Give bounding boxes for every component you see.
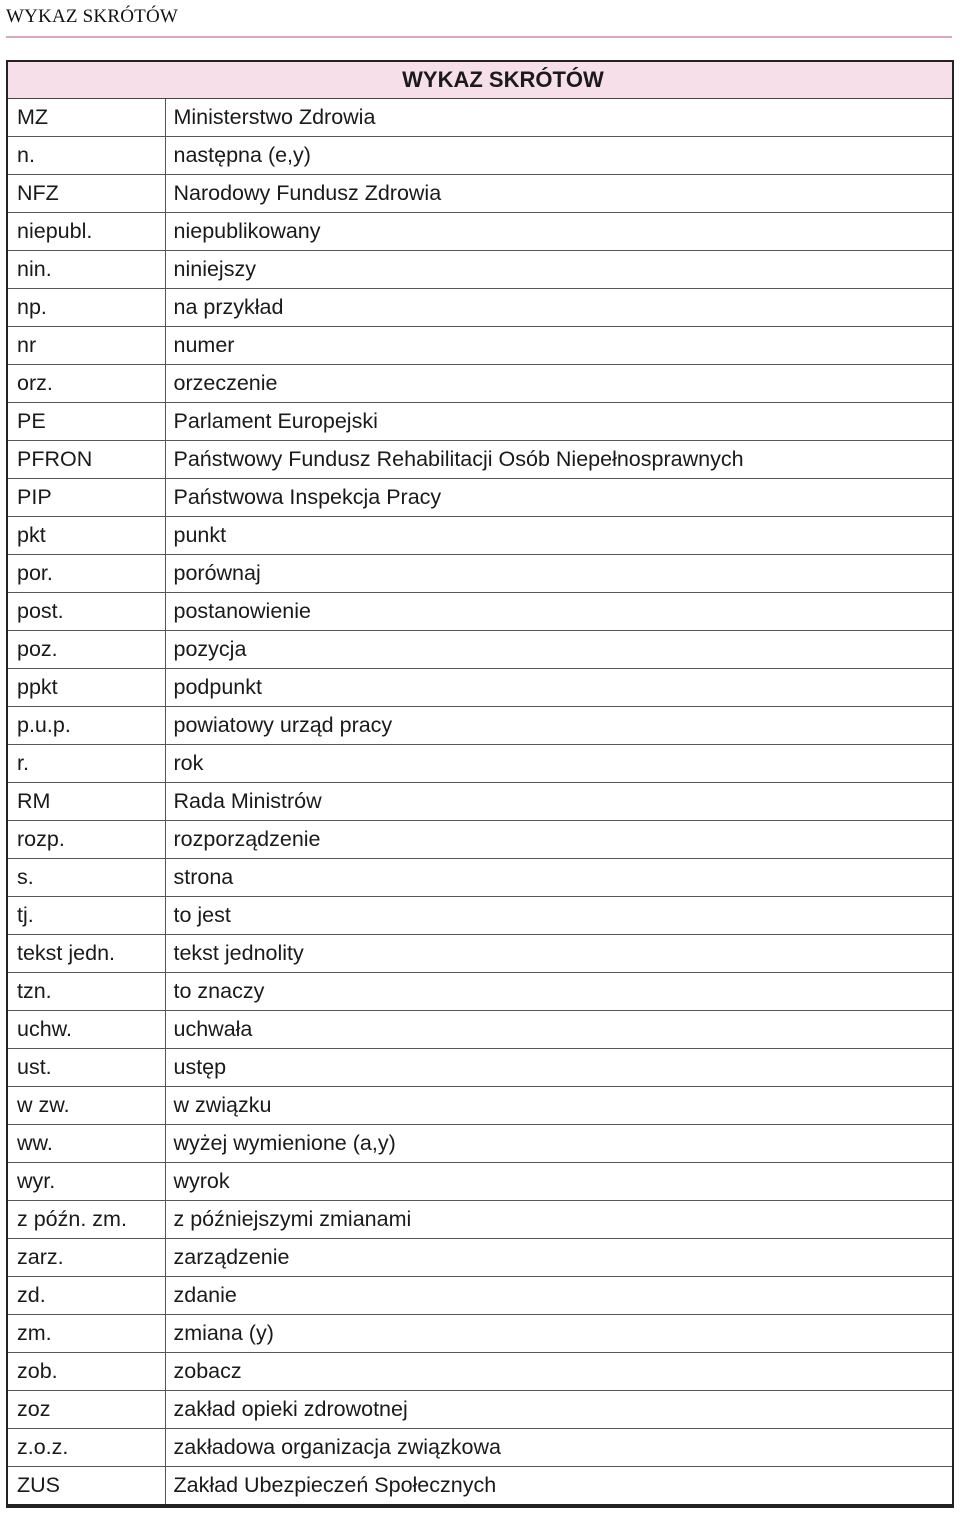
meaning-cell: strona xyxy=(165,859,953,897)
meaning-cell: ustęp xyxy=(165,1049,953,1087)
abbreviation-cell: por. xyxy=(7,555,165,593)
table-row xyxy=(7,1163,953,1201)
meaning-cell: orzeczenie xyxy=(165,365,953,403)
abbreviation-cell: wyr. xyxy=(7,1163,165,1201)
abbreviation-cell: r. xyxy=(7,745,165,783)
abbreviation-cell: nr xyxy=(7,327,165,365)
meaning-cell: Rada Ministrów xyxy=(165,783,953,821)
meaning-cell: punkt xyxy=(165,517,953,555)
meaning-cell: Parlament Europejski xyxy=(165,403,953,441)
table-body xyxy=(7,99,953,1507)
meaning-cell: zakład opieki zdrowotnej xyxy=(165,1391,953,1429)
table-row xyxy=(7,669,953,707)
abbreviation-cell: uchw. xyxy=(7,1011,165,1049)
abbreviation-cell: zm. xyxy=(7,1315,165,1353)
meaning-cell: zobacz xyxy=(165,1353,953,1391)
meaning-cell: wyrok xyxy=(165,1163,953,1201)
table-row xyxy=(7,1467,953,1507)
table-row xyxy=(7,1353,953,1391)
meaning-cell: Państwowy Fundusz Rehabilitacji Osób Niepełnosprawnych xyxy=(165,441,953,479)
abbreviation-cell: p.u.p. xyxy=(7,707,165,745)
abbreviation-cell: z.o.z. xyxy=(7,1429,165,1467)
abbreviation-cell: tj. xyxy=(7,897,165,935)
header-rule xyxy=(6,36,952,38)
table-row xyxy=(7,479,953,517)
table-row xyxy=(7,1049,953,1087)
abbreviation-cell: PFRON xyxy=(7,441,165,479)
abbreviation-cell: n. xyxy=(7,137,165,175)
meaning-cell: Narodowy Fundusz Zdrowia xyxy=(165,175,953,213)
meaning-cell: to znaczy xyxy=(165,973,953,1011)
table-row xyxy=(7,327,953,365)
table-row xyxy=(7,137,953,175)
abbreviation-cell: np. xyxy=(7,289,165,327)
table-row xyxy=(7,1011,953,1049)
abbreviation-cell: PE xyxy=(7,403,165,441)
meaning-cell: numer xyxy=(165,327,953,365)
table-row xyxy=(7,517,953,555)
meaning-cell: porównaj xyxy=(165,555,953,593)
table-row xyxy=(7,1239,953,1277)
meaning-cell: Państwowa Inspekcja Pracy xyxy=(165,479,953,517)
table-row xyxy=(7,1277,953,1315)
meaning-cell: podpunkt xyxy=(165,669,953,707)
abbreviation-cell: zarz. xyxy=(7,1239,165,1277)
abbreviation-cell: orz. xyxy=(7,365,165,403)
abbreviations-table xyxy=(6,60,954,1508)
meaning-cell: następna (e,y) xyxy=(165,137,953,175)
abbreviation-cell: MZ xyxy=(7,99,165,137)
table-row xyxy=(7,403,953,441)
table-row xyxy=(7,99,953,137)
meaning-cell: niepublikowany xyxy=(165,213,953,251)
abbreviation-cell: PIP xyxy=(7,479,165,517)
table-row xyxy=(7,1315,953,1353)
table-row xyxy=(7,1087,953,1125)
abbreviation-cell: ust. xyxy=(7,1049,165,1087)
meaning-cell: niniejszy xyxy=(165,251,953,289)
table-row xyxy=(7,973,953,1011)
abbreviation-cell: zob. xyxy=(7,1353,165,1391)
abbreviation-cell: RM xyxy=(7,783,165,821)
abbreviation-cell: NFZ xyxy=(7,175,165,213)
meaning-cell: wyżej wymienione (a,y) xyxy=(165,1125,953,1163)
table-row xyxy=(7,251,953,289)
table-row xyxy=(7,631,953,669)
abbreviation-cell: ppkt xyxy=(7,669,165,707)
meaning-cell: to jest xyxy=(165,897,953,935)
table-row xyxy=(7,745,953,783)
abbreviation-cell: pkt xyxy=(7,517,165,555)
table-row xyxy=(7,821,953,859)
table-row xyxy=(7,441,953,479)
meaning-cell: z późniejszymi zmianami xyxy=(165,1201,953,1239)
table-row xyxy=(7,897,953,935)
abbreviation-cell: w zw. xyxy=(7,1087,165,1125)
abbreviation-cell: tzn. xyxy=(7,973,165,1011)
table-header-row xyxy=(7,61,953,99)
table-row xyxy=(7,289,953,327)
table-row xyxy=(7,1201,953,1239)
table-row xyxy=(7,213,953,251)
meaning-cell: zdanie xyxy=(165,1277,953,1315)
meaning-cell: Zakład Ubezpieczeń Społecznych xyxy=(165,1467,953,1507)
abbreviation-cell: niepubl. xyxy=(7,213,165,251)
abbreviation-cell: s. xyxy=(7,859,165,897)
table-row xyxy=(7,1429,953,1467)
table-row xyxy=(7,175,953,213)
abbreviation-cell: tekst jedn. xyxy=(7,935,165,973)
meaning-cell: rozporządzenie xyxy=(165,821,953,859)
abbreviation-cell: ww. xyxy=(7,1125,165,1163)
meaning-cell: zarządzenie xyxy=(165,1239,953,1277)
meaning-cell: w związku xyxy=(165,1087,953,1125)
meaning-cell: postanowienie xyxy=(165,593,953,631)
meaning-cell: Ministerstwo Zdrowia xyxy=(165,99,953,137)
meaning-cell: zmiana (y) xyxy=(165,1315,953,1353)
table-row xyxy=(7,783,953,821)
table-title-text: WYKAZ SKRÓTÓW xyxy=(402,67,604,92)
table-row xyxy=(7,365,953,403)
abbreviation-cell: poz. xyxy=(7,631,165,669)
abbreviation-cell: z późn. zm. xyxy=(7,1201,165,1239)
abbreviation-cell: zd. xyxy=(7,1277,165,1315)
table-row xyxy=(7,593,953,631)
table-row xyxy=(7,555,953,593)
meaning-cell: uchwała xyxy=(165,1011,953,1049)
abbreviation-cell: post. xyxy=(7,593,165,631)
meaning-cell: na przykład xyxy=(165,289,953,327)
running-head: WYKAZ SKRÓTÓW xyxy=(6,6,178,27)
abbreviation-cell: nin. xyxy=(7,251,165,289)
table-title xyxy=(7,61,953,99)
meaning-cell: powiatowy urząd pracy xyxy=(165,707,953,745)
table-row xyxy=(7,1391,953,1429)
abbreviation-cell: zoz xyxy=(7,1391,165,1429)
meaning-cell: zakładowa organizacja związkowa xyxy=(165,1429,953,1467)
meaning-cell: pozycja xyxy=(165,631,953,669)
meaning-cell: tekst jednolity xyxy=(165,935,953,973)
table-row xyxy=(7,707,953,745)
table-row xyxy=(7,1125,953,1163)
abbreviation-cell: rozp. xyxy=(7,821,165,859)
table-row xyxy=(7,935,953,973)
meaning-cell: rok xyxy=(165,745,953,783)
abbreviation-cell: ZUS xyxy=(7,1467,165,1507)
table-row xyxy=(7,859,953,897)
